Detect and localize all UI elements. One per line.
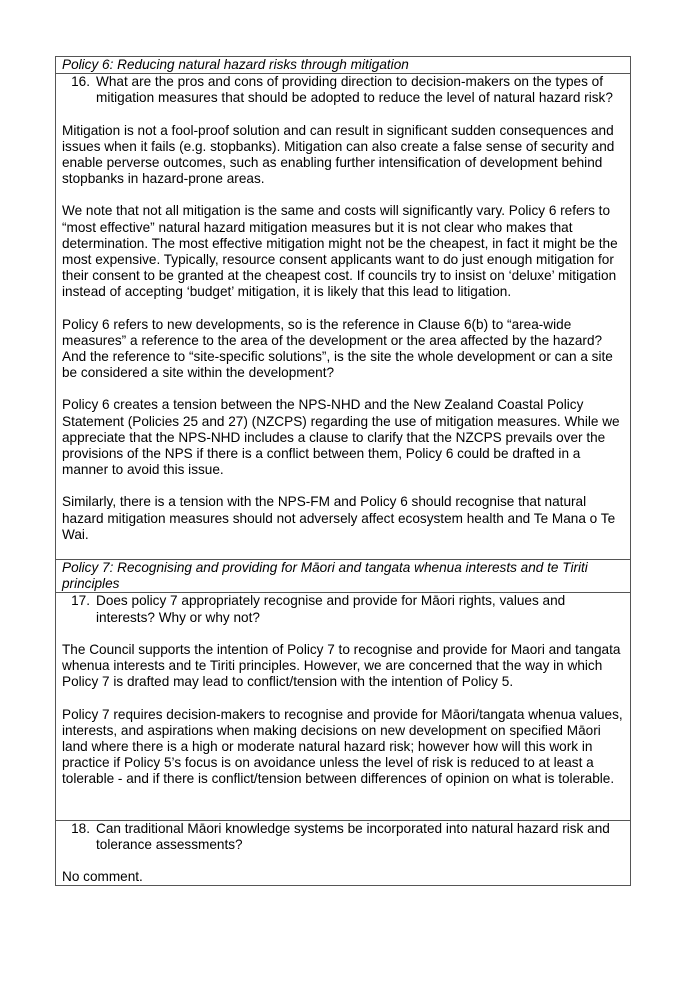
question18-body xyxy=(56,820,631,886)
question-17-text: Does policy 7 appropriately recognise and provide for Māori rights, values and interests? Why or why not? xyxy=(96,593,566,625)
question-18-number: 18. xyxy=(71,820,90,836)
question-17-number: 17. xyxy=(71,593,90,609)
document-page xyxy=(55,56,631,886)
policy6-body-row xyxy=(56,74,631,560)
policy7-paragraph: The Council supports the intention of Policy 7 to recognise and provide for Maori and tangata whenua interests and te Tiriti principles. However, we are concerned that the way in which Policy 7 is drafted may lead to conflict/tension with the intention of Policy 5. xyxy=(62,641,621,690)
question18-row xyxy=(56,820,631,886)
policy7-paragraph: Policy 7 requires decision-makers to recognise and provide for Māori/tangata whenua values, interests, and aspirations when making decisions on new development on specified Māori land where there is a high or moderate natural hazard risk; however how will this work in practice if Policy 5’s focus is on avoidance unless the level of risk is reduced to at least a tolerable - and if there is conflict/tension between differences of opinion on what is tolerable. xyxy=(62,706,623,787)
answer-18: No comment. xyxy=(62,868,143,884)
policy7-body xyxy=(56,593,631,820)
policy7-heading: Policy 7: Recognising and providing for Māori and tangata whenua interests and te Tiriti principles xyxy=(56,560,631,593)
policy7-heading-row xyxy=(56,560,631,593)
policy6-paragraph: Mitigation is not a fool-proof solution and can result in significant sudden consequences and issues when it fails (e.g. stopbanks). Mitigation can also create a false sense of security and enable perverse outcomes, such as enabling further intensification of development behind stopbanks in hazard-prone areas. xyxy=(62,122,615,187)
policy6-body xyxy=(56,74,631,560)
question-16 xyxy=(62,74,624,106)
policy6-paragraph: Similarly, there is a tension with the NPS-FM and Policy 6 should recognise that natural hazard mitigation measures should not adversely affect ecosystem health and Te Mana o Te Wai. xyxy=(62,494,616,542)
question-18-text: Can traditional Māori knowledge systems be incorporated into natural hazard risk and tolerance assessments? xyxy=(96,820,610,852)
policy6-paragraph: We note that not all mitigation is the same and costs will significantly vary. Policy 6 refers to “most effective” natural hazard mitigation measures but it is not clear who makes that determination. The most effective mitigation might not be the cheapest, in fact it might be the most expensive. Typically, resource consent applicants want to do just enough mitigation for their consent to be granted at the cheapest cost. If councils try to insist on ‘deluxe’ mitigation instead of accepting ‘budget’ mitigation, it is likely that this lead to litigation. xyxy=(62,203,618,300)
question-18 xyxy=(62,821,624,853)
policy6-heading-row xyxy=(56,57,631,74)
question-16-number: 16. xyxy=(71,74,90,90)
policy6-paragraph: Policy 6 refers to new developments, so is the reference in Clause 6(b) to “area-wide measures” a reference to the area of the development or the area affected by the hazard? And the reference to “site-specific solutions”, is the site the whole development or can a site be considered a site within the development? xyxy=(62,316,613,381)
submission-table xyxy=(55,56,631,886)
policy7-body-row xyxy=(56,593,631,820)
policy6-heading: Policy 6: Reducing natural hazard risks through mitigation xyxy=(56,57,631,74)
policy6-paragraph: Policy 6 creates a tension between the NPS-NHD and the New Zealand Coastal Policy Statement (Policies 25 and 27) (NZCPS) regarding the use of mitigation measures. While we appreciate that the NPS-NHD includes a clause to clarify that the NZCPS prevails over the provisions of the NPS if there is a conflict between them, Policy 6 could be drafted in a manner to avoid this issue. xyxy=(62,397,620,478)
question-16-text: What are the pros and cons of providing direction to decision-makers on the types of mitigation measures that should be adopted to reduce the level of natural hazard risk? xyxy=(96,74,613,106)
question-17 xyxy=(62,593,624,625)
